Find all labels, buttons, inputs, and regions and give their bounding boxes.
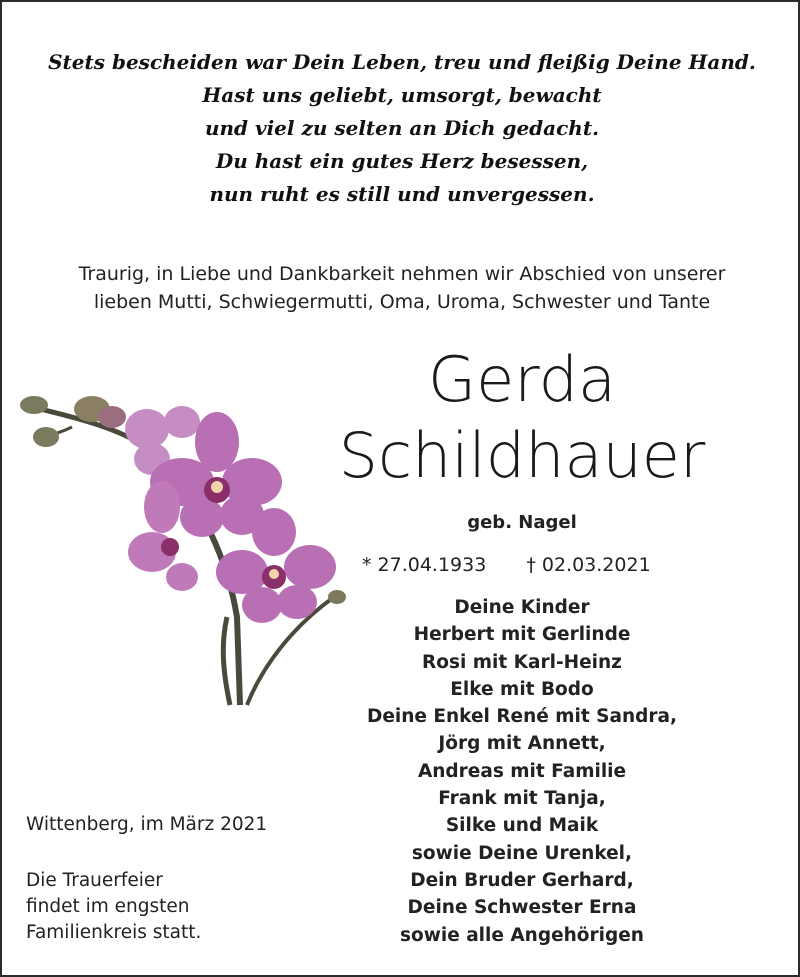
mourner-line: Elke mit Bodo — [450, 678, 594, 700]
place-date: Wittenberg, im März 2021 — [26, 814, 268, 835]
intro-text — [2, 260, 800, 316]
birth-date: * 27.04.1933 — [362, 554, 487, 576]
poem-line: Du hast ein gutes Herz besessen, — [215, 149, 589, 173]
mourner-line: Rosi mit Karl-Heinz — [422, 651, 622, 673]
ceremony-line: findet im engsten — [26, 896, 190, 917]
mourner-line: Dein Bruder Gerhard, — [410, 869, 634, 891]
deceased-name — [282, 342, 762, 494]
mourner-line: Andreas mit Familie — [417, 760, 627, 782]
intro-line: Traurig, in Liebe und Dankbarkeit nehmen wir Abschied von unserer — [78, 263, 726, 285]
ceremony-note — [26, 868, 201, 946]
mourner-line: Jörg mit Annett, — [438, 733, 606, 755]
poem-line: und viel zu selten an Dich gedacht. — [204, 116, 600, 140]
mourner-line: Herbert mit Gerlinde — [413, 624, 631, 646]
life-dates — [362, 554, 651, 576]
mourner-line: Frank mit Tanja, — [438, 788, 606, 810]
poem-line: Stets bescheiden war Dein Leben, treu und fleißig Deine Hand. — [48, 50, 756, 74]
poem — [2, 46, 800, 211]
maiden-name: geb. Nagel — [467, 512, 577, 533]
mourner-line: sowie alle Angehörigen — [400, 924, 644, 946]
mourner-line: Silke und Maik — [445, 815, 599, 837]
ceremony-line: Die Trauerfeier — [26, 870, 163, 891]
intro-line: lieben Mutti, Schwiegermutti, Oma, Uroma, Schwester und Tante — [93, 291, 711, 313]
ceremony-line: Familienkreis statt. — [26, 922, 202, 943]
poem-line: Hast uns geliebt, umsorgt, bewacht — [202, 83, 602, 107]
death-date: † 02.03.2021 — [526, 554, 651, 576]
first-name: Gerda — [428, 343, 616, 416]
mourner-line: Deine Schwester Erna — [407, 897, 637, 919]
mourners-list — [332, 594, 712, 949]
poem-line: nun ruht es still und unvergessen. — [209, 182, 595, 206]
mourner-line: sowie Deine Urenkel, — [411, 842, 633, 864]
mourner-line: Deine Kinder — [454, 597, 590, 618]
mourner-line: Deine Enkel René mit Sandra, — [366, 706, 678, 728]
last-name: Schildhauer — [338, 419, 706, 492]
